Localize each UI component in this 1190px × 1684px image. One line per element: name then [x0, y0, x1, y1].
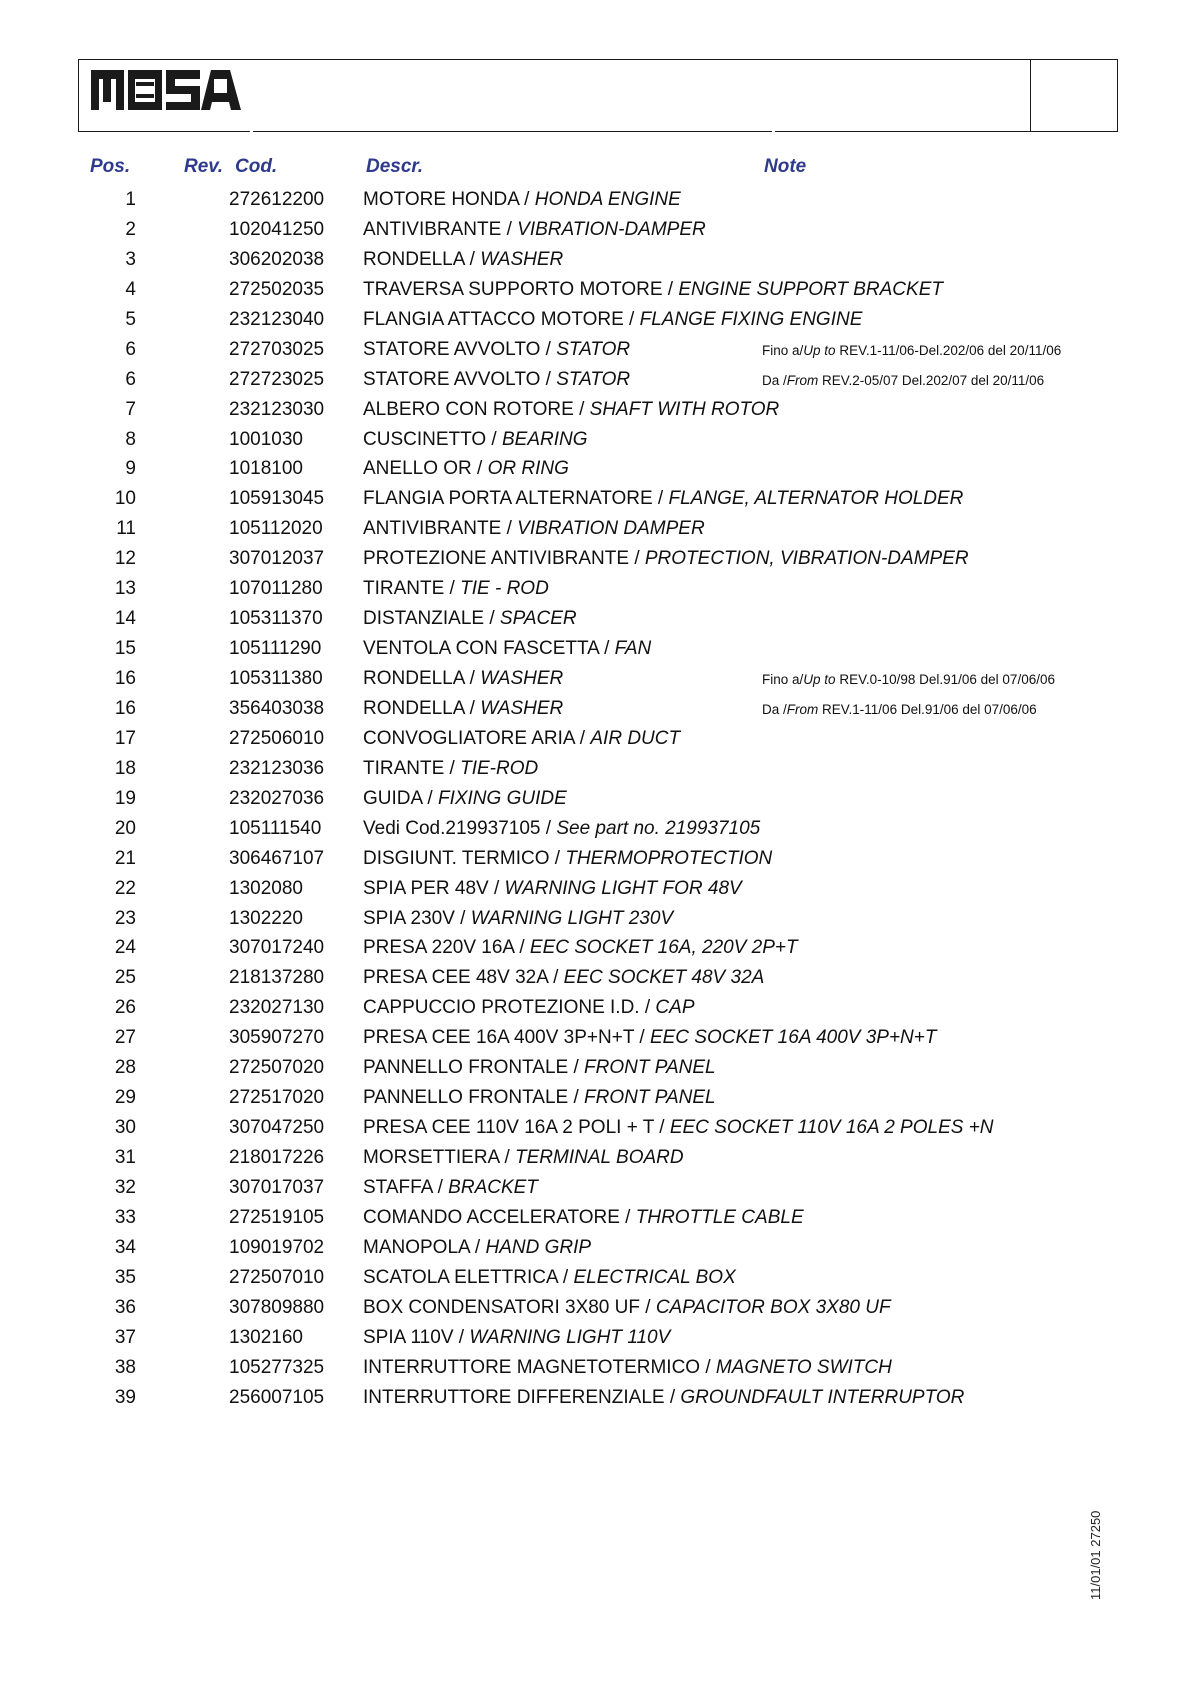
- row-descr: [363, 488, 963, 510]
- descr-english: FLANGE, ALTERNATOR HOLDER: [668, 488, 964, 510]
- row-descr: [363, 758, 538, 780]
- row-cod: 1001030: [229, 428, 303, 450]
- descr-english: WARNING LIGHT 230V: [470, 907, 674, 929]
- row-pos: 38: [114, 1356, 136, 1378]
- row-descr: [363, 1117, 994, 1139]
- row-descr: [363, 668, 563, 690]
- row-cod: 307012037: [229, 548, 325, 570]
- table-row: [0, 1385, 1190, 1415]
- table-row: [0, 1235, 1190, 1265]
- descr-italian: GUIDA /: [363, 787, 438, 809]
- descr-italian: PRESA CEE 48V 32A /: [363, 967, 564, 989]
- descr-italian: VENTOLA CON FASCETTA /: [363, 638, 615, 660]
- descr-italian: DISGIUNT. TERMICO /: [363, 847, 566, 869]
- row-pos: 25: [114, 967, 136, 989]
- descr-english: CAP: [655, 997, 695, 1019]
- note-prefix: Da /: [762, 701, 787, 717]
- row-pos: 14: [114, 608, 136, 630]
- row-pos: 3: [125, 248, 136, 270]
- row-descr: [363, 878, 742, 900]
- row-pos: 11: [116, 518, 136, 540]
- row-pos: 39: [114, 1386, 136, 1408]
- row-pos: 29: [114, 1087, 136, 1109]
- column-headers: [0, 156, 1190, 182]
- row-cod: 272723025: [229, 368, 325, 390]
- row-pos: 32: [114, 1176, 136, 1198]
- row-descr: [363, 1177, 538, 1199]
- descr-italian: RONDELLA /: [363, 668, 481, 689]
- row-descr: [363, 818, 760, 840]
- descr-english: FIXING GUIDE: [437, 787, 567, 809]
- descr-english: WARNING LIGHT FOR 48V: [504, 877, 742, 899]
- descr-italian: INTERRUTTORE DIFFERENZIALE /: [363, 1386, 681, 1408]
- row-pos: 28: [114, 1057, 136, 1079]
- table-row: [0, 516, 1190, 546]
- descr-italian: TIRANTE /: [363, 578, 461, 600]
- row-cod: 105111290: [229, 638, 322, 660]
- row-pos: 24: [114, 937, 136, 959]
- descr-english: EEC SOCKET 48V 32A: [563, 967, 765, 989]
- descr-english: MAGNETO SWITCH: [715, 1356, 892, 1378]
- descr-english: TIE-ROD: [460, 757, 539, 779]
- col-head-descr: Descr.: [366, 156, 424, 177]
- descr-english: TIE - ROD: [460, 578, 549, 600]
- descr-italian: SPIA 110V /: [363, 1326, 470, 1348]
- descr-english: EEC SOCKET 110V 16A 2 POLES +N: [669, 1117, 994, 1139]
- descr-italian: MANOPOLA /: [363, 1236, 486, 1258]
- row-cod: 105913045: [229, 488, 325, 510]
- row-pos: 5: [125, 308, 136, 330]
- table-row: [0, 726, 1190, 756]
- row-cod: 307809880: [229, 1296, 325, 1318]
- row-pos: 16: [114, 697, 136, 719]
- row-pos: 26: [114, 997, 136, 1019]
- table-row: [0, 696, 1190, 726]
- row-descr: [363, 279, 943, 301]
- row-descr: [363, 908, 673, 930]
- row-cod: 306467107: [229, 847, 325, 869]
- row-cod: 272612200: [229, 189, 325, 210]
- table-row: [0, 935, 1190, 965]
- row-pos: 18: [114, 757, 136, 779]
- descr-italian: FLANGIA PORTA ALTERNATORE /: [363, 488, 669, 510]
- row-descr: [363, 1237, 591, 1259]
- table-row: [0, 576, 1190, 606]
- row-cod: 232123030: [229, 398, 325, 420]
- table-row: [0, 427, 1190, 457]
- row-pos: 10: [114, 488, 136, 510]
- descr-italian: ALBERO CON ROTORE /: [363, 398, 590, 420]
- row-cod: 102041250: [229, 218, 325, 240]
- table-row: [0, 1145, 1190, 1175]
- row-pos: 21: [114, 847, 136, 869]
- table-row: [0, 1085, 1190, 1115]
- table-row: [0, 906, 1190, 936]
- descr-english: STATOR: [556, 368, 631, 390]
- table-row: [0, 486, 1190, 516]
- descr-english: WASHER: [480, 248, 564, 270]
- row-cod: 109019702: [229, 1236, 325, 1258]
- col-head-cod: Cod.: [235, 156, 278, 177]
- row-descr: [363, 1147, 684, 1169]
- descr-italian: RONDELLA /: [363, 248, 481, 270]
- row-descr: [363, 728, 680, 750]
- descr-italian: PANNELLO FRONTALE /: [363, 1057, 585, 1079]
- note-english: From: [786, 701, 819, 717]
- row-descr: [363, 1027, 936, 1049]
- note-prefix: Fino a/: [762, 672, 804, 687]
- row-cod: 306202038: [229, 248, 325, 270]
- row-descr: [363, 608, 577, 630]
- descr-english: ELECTRICAL BOX: [573, 1266, 736, 1288]
- row-pos: 37: [114, 1326, 136, 1348]
- row-pos: 31: [114, 1147, 136, 1168]
- descr-english: OR RING: [487, 458, 569, 480]
- row-pos: 8: [125, 428, 136, 450]
- table-row: [0, 1205, 1190, 1235]
- row-cod: 232123036: [229, 757, 325, 779]
- descr-english: BEARING: [502, 428, 588, 450]
- descr-english: PROTECTION, VIBRATION-DAMPER: [644, 548, 969, 570]
- descr-italian: MOTORE HONDA /: [363, 189, 535, 210]
- descr-english: FRONT PANEL: [584, 1057, 716, 1079]
- descr-italian: PRESA 220V 16A /: [363, 937, 530, 959]
- descr-english: VIBRATION DAMPER: [517, 518, 705, 540]
- descr-italian: STATORE AVVOLTO /: [363, 368, 557, 390]
- table-row: [0, 1115, 1190, 1145]
- row-descr: [363, 1357, 892, 1379]
- row-cod: 256007105: [229, 1386, 325, 1408]
- table-row: [0, 606, 1190, 636]
- table-row: [0, 1325, 1190, 1355]
- row-pos: 30: [114, 1117, 136, 1139]
- descr-english: EEC SOCKET 16A, 220V 2P+T: [529, 937, 798, 959]
- note-revision: REV.1-11/06 Del.91/06 del 07/06/06: [818, 701, 1037, 717]
- row-pos: 15: [114, 638, 136, 660]
- descr-italian: STATORE AVVOLTO /: [363, 338, 557, 360]
- row-descr: [363, 249, 563, 271]
- note-english: From: [786, 372, 819, 388]
- table-row: [0, 456, 1190, 486]
- descr-english: FRONT PANEL: [584, 1087, 716, 1109]
- table-row: [0, 277, 1190, 307]
- table-row: [0, 786, 1190, 816]
- row-descr: [363, 219, 706, 241]
- descr-english: GROUNDFAULT INTERRUPTOR: [680, 1386, 965, 1408]
- row-cod: 272506010: [229, 727, 325, 749]
- row-cod: 232123040: [229, 308, 325, 330]
- row-descr: [363, 458, 569, 480]
- table-row: [0, 1055, 1190, 1085]
- note-prefix: Da /: [762, 372, 787, 388]
- table-row: [0, 546, 1190, 576]
- row-cod: 105277325: [229, 1356, 325, 1378]
- descr-english: HAND GRIP: [485, 1236, 592, 1258]
- col-head-pos: Pos.: [90, 156, 131, 177]
- row-cod: 105111540: [229, 817, 322, 839]
- row-descr: [363, 1087, 716, 1109]
- table-row: [0, 666, 1190, 696]
- descr-italian: CAPPUCCIO PROTEZIONE I.D. /: [363, 997, 656, 1019]
- descr-english: EEC SOCKET 16A 400V 3P+N+T: [649, 1027, 937, 1049]
- row-pos: 1: [125, 189, 136, 210]
- row-cod: 307017240: [229, 937, 325, 959]
- mosa-logo: [90, 66, 242, 119]
- table-row: [0, 1025, 1190, 1055]
- note-revision: REV.0-10/98 Del.91/06 del 07/06/06: [835, 672, 1055, 687]
- note-revision: REV.2-05/07 Del.202/07 del 20/11/06: [818, 372, 1045, 388]
- descr-italian: PRESA CEE 110V 16A 2 POLI + T /: [363, 1117, 670, 1139]
- descr-italian: TIRANTE /: [363, 757, 461, 779]
- row-cod: 1302160: [229, 1326, 303, 1348]
- descr-italian: SCATOLA ELETTRICA /: [363, 1266, 574, 1288]
- table-row: [0, 816, 1190, 846]
- table-row: [0, 965, 1190, 995]
- header-gap: [250, 130, 253, 134]
- row-cod: 107011280: [229, 578, 323, 600]
- descr-italian: PRESA CEE 16A 400V 3P+N+T /: [363, 1027, 650, 1049]
- table-row: [0, 1295, 1190, 1325]
- table-row: [0, 187, 1190, 217]
- row-note: [762, 343, 1061, 358]
- row-descr: [363, 1057, 716, 1079]
- row-descr: [363, 638, 651, 660]
- descr-english: THROTTLE CABLE: [635, 1206, 804, 1228]
- row-pos: 22: [114, 877, 136, 899]
- descr-italian: PANNELLO FRONTALE /: [363, 1087, 585, 1109]
- row-pos: 4: [125, 278, 136, 300]
- row-pos: 2: [125, 218, 136, 240]
- row-pos: 17: [114, 727, 136, 749]
- descr-italian: PROTEZIONE ANTIVIBRANTE /: [363, 548, 645, 570]
- table-row: [0, 337, 1190, 367]
- row-note: [762, 672, 1055, 687]
- descr-english: See part no. 219937105: [556, 817, 761, 839]
- descr-italian: ANTIVIBRANTE /: [363, 218, 518, 240]
- row-note: [762, 373, 1044, 388]
- table-row: [0, 367, 1190, 397]
- row-cod: 232027036: [229, 787, 325, 809]
- row-descr: [363, 1387, 964, 1409]
- col-head-note: Note: [764, 156, 807, 177]
- descr-english: FLANGE FIXING ENGINE: [639, 308, 863, 330]
- row-cod: 356403038: [229, 697, 325, 719]
- descr-italian: Vedi Cod.219937105 /: [363, 817, 557, 839]
- parts-list: [0, 187, 1190, 1414]
- table-row: [0, 846, 1190, 876]
- row-descr: [363, 1297, 891, 1319]
- descr-english: WARNING LIGHT 110V: [469, 1326, 671, 1348]
- row-cod: 272519105: [229, 1206, 325, 1228]
- row-descr: [363, 399, 779, 421]
- row-pos: 13: [114, 578, 136, 600]
- row-descr: [363, 339, 630, 361]
- table-row: [0, 247, 1190, 277]
- descr-english: HONDA ENGINE: [534, 189, 681, 210]
- descr-italian: RONDELLA /: [363, 697, 481, 719]
- descr-english: THERMOPROTECTION: [565, 847, 773, 869]
- row-cod: 105311370: [229, 608, 323, 630]
- descr-english: STATOR: [556, 338, 631, 360]
- descr-italian: TRAVERSA SUPPORTO MOTORE /: [363, 278, 679, 300]
- row-cod: 272517020: [229, 1087, 325, 1109]
- note-revision: REV.1-11/06-Del.202/06 del 20/11/06: [835, 342, 1062, 358]
- row-descr: [363, 997, 695, 1019]
- row-pos: 7: [125, 398, 136, 420]
- row-cod: 272507020: [229, 1057, 325, 1079]
- descr-english: BRACKET: [448, 1176, 538, 1198]
- row-cod: 218137280: [229, 967, 325, 989]
- descr-italian: CUSCINETTO /: [363, 428, 502, 450]
- row-descr: [363, 189, 681, 211]
- row-pos: 27: [114, 1027, 136, 1049]
- table-row: [0, 307, 1190, 337]
- descr-english: SHAFT WITH ROTOR: [589, 398, 780, 420]
- row-cod: 1018100: [229, 458, 303, 480]
- row-descr: [363, 578, 549, 600]
- descr-italian: CONVOGLIATORE ARIA /: [363, 727, 591, 749]
- descr-english: VIBRATION-DAMPER: [517, 218, 706, 240]
- descr-english: CAPACITOR BOX 3X80 UF: [655, 1296, 891, 1318]
- note-prefix: Fino a/: [762, 342, 804, 358]
- row-descr: [363, 788, 567, 810]
- row-cod: 305907270: [229, 1027, 325, 1049]
- table-row: [0, 876, 1190, 906]
- descr-english: SPACER: [499, 608, 577, 630]
- row-cod: 307017037: [229, 1176, 325, 1198]
- descr-italian: FLANGIA ATTACCO MOTORE /: [363, 308, 640, 330]
- descr-italian: MORSETTIERA /: [363, 1147, 516, 1168]
- descr-english: ENGINE SUPPORT BRACKET: [678, 278, 943, 300]
- row-pos: 6: [125, 368, 136, 390]
- row-descr: [363, 1327, 670, 1349]
- table-row: [0, 995, 1190, 1025]
- row-pos: 36: [114, 1296, 136, 1318]
- descr-italian: SPIA 230V /: [363, 907, 471, 929]
- descr-italian: SPIA PER 48V /: [363, 877, 505, 899]
- descr-italian: ANTIVIBRANTE /: [363, 518, 518, 540]
- col-head-rev: Rev.: [184, 156, 224, 177]
- row-cod: 307047250: [229, 1117, 325, 1139]
- row-pos: 19: [114, 787, 136, 809]
- descr-english: WASHER: [480, 668, 564, 689]
- row-descr: [363, 548, 969, 570]
- descr-italian: DISTANZIALE /: [363, 608, 500, 630]
- row-descr: [363, 518, 705, 540]
- header-divider: [1030, 59, 1031, 132]
- row-cod: 272507010: [229, 1266, 325, 1288]
- table-row: [0, 217, 1190, 247]
- table-row: [0, 756, 1190, 786]
- header-gap: [772, 130, 775, 134]
- row-descr: [363, 1207, 804, 1229]
- descr-italian: BOX CONDENSATORI 3X80 UF /: [363, 1296, 656, 1318]
- row-pos: 12: [114, 548, 136, 570]
- row-pos: 34: [114, 1236, 136, 1258]
- descr-italian: COMANDO ACCELERATORE /: [363, 1206, 636, 1228]
- row-cod: 105311380: [229, 668, 323, 689]
- row-descr: [363, 698, 563, 720]
- row-descr: [363, 848, 772, 870]
- row-pos: 35: [114, 1266, 136, 1288]
- note-english: Up to: [803, 672, 836, 687]
- row-note: [762, 702, 1037, 717]
- table-row: [0, 1175, 1190, 1205]
- descr-italian: ANELLO OR /: [363, 458, 488, 480]
- note-english: Up to: [803, 342, 836, 358]
- descr-italian: INTERRUTTORE MAGNETOTERMICO /: [363, 1356, 716, 1378]
- table-row: [0, 1265, 1190, 1295]
- row-pos: 16: [114, 668, 136, 689]
- row-pos: 6: [125, 338, 136, 360]
- row-pos: 9: [125, 458, 136, 480]
- row-descr: [363, 967, 764, 989]
- descr-english: TERMINAL BOARD: [515, 1147, 684, 1168]
- row-cod: 218017226: [229, 1147, 325, 1168]
- row-cod: 1302080: [229, 877, 303, 899]
- table-row: [0, 1355, 1190, 1385]
- row-pos: 23: [114, 907, 136, 929]
- row-descr: [363, 1267, 736, 1289]
- row-descr: [363, 937, 798, 959]
- row-pos: 20: [114, 817, 136, 839]
- row-pos: 33: [114, 1206, 136, 1228]
- table-row: [0, 636, 1190, 666]
- row-cod: 272502035: [229, 278, 325, 300]
- row-cod: 1302220: [229, 907, 303, 929]
- descr-english: AIR DUCT: [590, 727, 681, 749]
- descr-english: FAN: [614, 638, 652, 660]
- row-cod: 105112020: [229, 518, 323, 540]
- row-descr: [363, 309, 862, 331]
- descr-italian: STAFFA /: [363, 1176, 449, 1198]
- row-cod: 232027130: [229, 997, 325, 1019]
- descr-english: WASHER: [480, 697, 564, 719]
- row-descr: [363, 429, 588, 451]
- row-descr: [363, 369, 630, 391]
- row-cod: 272703025: [229, 338, 325, 360]
- table-row: [0, 397, 1190, 427]
